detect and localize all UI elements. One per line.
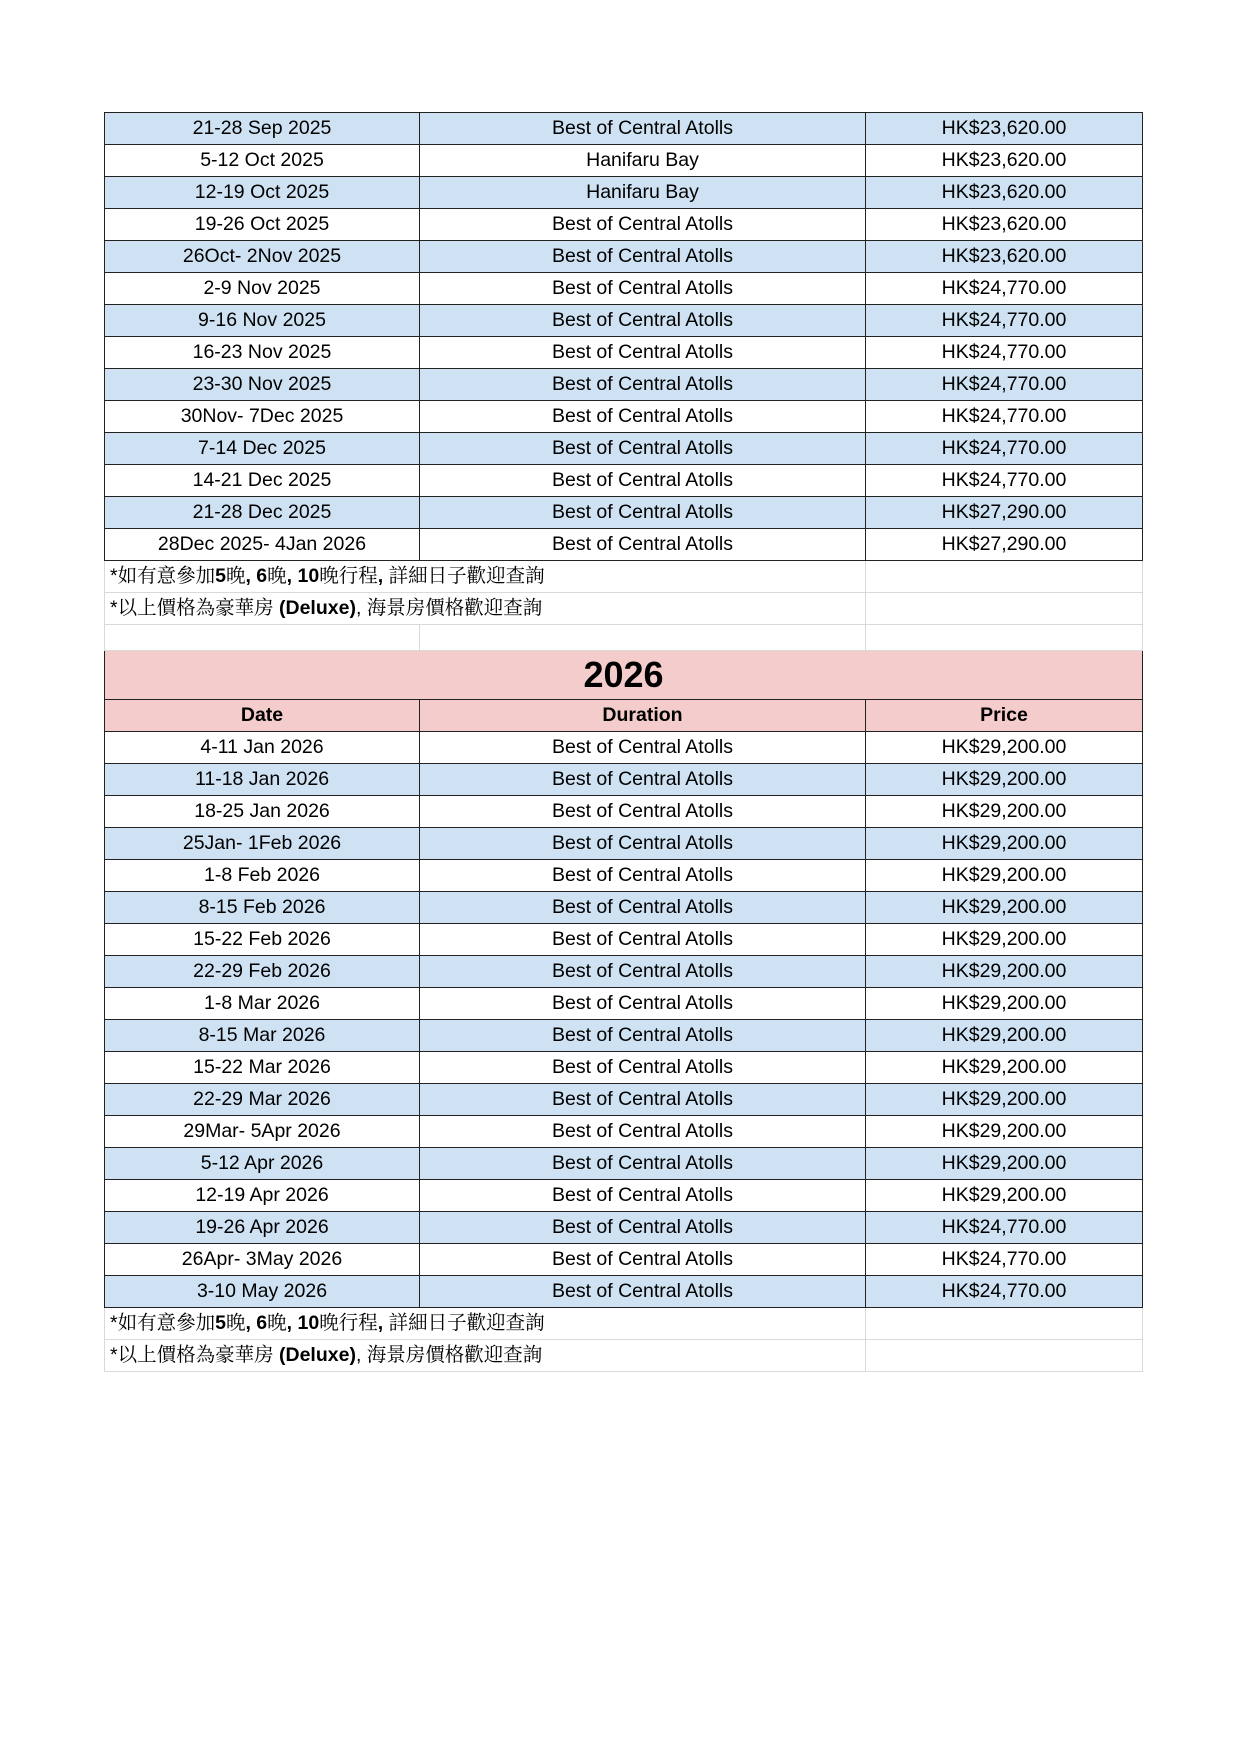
- year-row: [105, 651, 1143, 700]
- header-duration: Duration: [420, 700, 866, 732]
- duration-cell: Best of Central Atolls: [420, 1180, 866, 1212]
- price-cell: HK$24,770.00: [866, 465, 1143, 497]
- duration-cell: Best of Central Atolls: [420, 113, 866, 145]
- table-row: [105, 1148, 1143, 1180]
- price-cell: HK$29,200.00: [866, 988, 1143, 1020]
- table-row: [105, 465, 1143, 497]
- duration-cell: Best of Central Atolls: [420, 337, 866, 369]
- duration-cell: Best of Central Atolls: [420, 1116, 866, 1148]
- date-cell: 22-29 Feb 2026: [105, 956, 420, 988]
- duration-cell: Best of Central Atolls: [420, 1084, 866, 1116]
- price-cell: HK$29,200.00: [866, 860, 1143, 892]
- date-cell: 28Dec 2025- 4Jan 2026: [105, 529, 420, 561]
- date-cell: 26Oct- 2Nov 2025: [105, 241, 420, 273]
- note-row-extra-nights: [105, 1308, 1143, 1340]
- date-cell: 15-22 Feb 2026: [105, 924, 420, 956]
- empty-cell: [866, 1308, 1143, 1340]
- duration-cell: Best of Central Atolls: [420, 828, 866, 860]
- table-row: [105, 1116, 1143, 1148]
- table-row: [105, 988, 1143, 1020]
- price-cell: HK$29,200.00: [866, 764, 1143, 796]
- price-cell: HK$29,200.00: [866, 924, 1143, 956]
- table-row: [105, 177, 1143, 209]
- column-header-row: [105, 700, 1143, 732]
- date-cell: 18-25 Jan 2026: [105, 796, 420, 828]
- date-cell: 12-19 Apr 2026: [105, 1180, 420, 1212]
- table-row: [105, 1212, 1143, 1244]
- duration-cell: Best of Central Atolls: [420, 1212, 866, 1244]
- table-row: [105, 369, 1143, 401]
- duration-cell: Best of Central Atolls: [420, 860, 866, 892]
- note-extra-nights: *如有意參加5晚, 6晚, 10晚行程, 詳細日子歡迎查詢: [105, 1308, 866, 1340]
- duration-cell: Best of Central Atolls: [420, 529, 866, 561]
- date-cell: 1-8 Mar 2026: [105, 988, 420, 1020]
- price-cell: HK$29,200.00: [866, 1180, 1143, 1212]
- table-row: [105, 828, 1143, 860]
- table-row: [105, 1180, 1143, 1212]
- empty-cell: [866, 593, 1143, 625]
- price-cell: HK$27,290.00: [866, 497, 1143, 529]
- note-extra-nights: *如有意參加5晚, 6晚, 10晚行程, 詳細日子歡迎查詢: [105, 561, 866, 593]
- note-row-extra-nights: [105, 561, 1143, 593]
- table-row: [105, 1244, 1143, 1276]
- date-cell: 1-8 Feb 2026: [105, 860, 420, 892]
- table-row: [105, 433, 1143, 465]
- price-cell: HK$29,200.00: [866, 956, 1143, 988]
- duration-cell: Best of Central Atolls: [420, 796, 866, 828]
- price-cell: HK$24,770.00: [866, 1244, 1143, 1276]
- price-cell: HK$29,200.00: [866, 828, 1143, 860]
- price-cell: HK$24,770.00: [866, 433, 1143, 465]
- date-cell: 21-28 Sep 2025: [105, 113, 420, 145]
- price-cell: HK$29,200.00: [866, 1052, 1143, 1084]
- duration-cell: Best of Central Atolls: [420, 1276, 866, 1308]
- date-cell: 21-28 Dec 2025: [105, 497, 420, 529]
- duration-cell: Best of Central Atolls: [420, 1052, 866, 1084]
- date-cell: 11-18 Jan 2026: [105, 764, 420, 796]
- date-cell: 5-12 Apr 2026: [105, 1148, 420, 1180]
- table-row: [105, 796, 1143, 828]
- date-cell: 9-16 Nov 2025: [105, 305, 420, 337]
- price-cell: HK$29,200.00: [866, 1020, 1143, 1052]
- date-cell: 8-15 Mar 2026: [105, 1020, 420, 1052]
- price-cell: HK$29,200.00: [866, 796, 1143, 828]
- date-cell: 3-10 May 2026: [105, 1276, 420, 1308]
- date-cell: 7-14 Dec 2025: [105, 433, 420, 465]
- price-cell: HK$24,770.00: [866, 305, 1143, 337]
- year-title: 2026: [105, 651, 1143, 700]
- duration-cell: Best of Central Atolls: [420, 924, 866, 956]
- duration-cell: Best of Central Atolls: [420, 892, 866, 924]
- duration-cell: Best of Central Atolls: [420, 241, 866, 273]
- date-cell: 8-15 Feb 2026: [105, 892, 420, 924]
- table-2026-body: [105, 732, 1143, 1308]
- notes-2025: [105, 561, 1143, 651]
- duration-cell: Hanifaru Bay: [420, 145, 866, 177]
- price-cell: HK$23,620.00: [866, 209, 1143, 241]
- date-cell: 26Apr- 3May 2026: [105, 1244, 420, 1276]
- date-cell: 4-11 Jan 2026: [105, 732, 420, 764]
- table-row: [105, 1020, 1143, 1052]
- header-date: Date: [105, 700, 420, 732]
- table-row: [105, 924, 1143, 956]
- table-row: [105, 305, 1143, 337]
- price-cell: HK$24,770.00: [866, 337, 1143, 369]
- table-row: [105, 764, 1143, 796]
- duration-cell: Best of Central Atolls: [420, 273, 866, 305]
- price-cell: HK$29,200.00: [866, 1084, 1143, 1116]
- duration-cell: Best of Central Atolls: [420, 764, 866, 796]
- price-cell: HK$24,770.00: [866, 369, 1143, 401]
- date-cell: 12-19 Oct 2025: [105, 177, 420, 209]
- duration-cell: Best of Central Atolls: [420, 433, 866, 465]
- duration-cell: Best of Central Atolls: [420, 1244, 866, 1276]
- price-cell: HK$29,200.00: [866, 892, 1143, 924]
- duration-cell: Hanifaru Bay: [420, 177, 866, 209]
- duration-cell: Best of Central Atolls: [420, 369, 866, 401]
- date-cell: 19-26 Apr 2026: [105, 1212, 420, 1244]
- table-row: [105, 529, 1143, 561]
- table-row: [105, 892, 1143, 924]
- price-table: [104, 112, 1143, 1372]
- price-cell: HK$23,620.00: [866, 113, 1143, 145]
- price-cell: HK$23,620.00: [866, 177, 1143, 209]
- table-row: [105, 1276, 1143, 1308]
- duration-cell: Best of Central Atolls: [420, 956, 866, 988]
- table-row: [105, 337, 1143, 369]
- price-sheet: [104, 112, 1142, 1372]
- duration-cell: Best of Central Atolls: [420, 401, 866, 433]
- section-2026-header: [105, 651, 1143, 732]
- table-row: [105, 401, 1143, 433]
- price-cell: HK$24,770.00: [866, 1212, 1143, 1244]
- duration-cell: Best of Central Atolls: [420, 465, 866, 497]
- empty-cell: [105, 625, 420, 651]
- table-2025-body: [105, 113, 1143, 561]
- price-cell: HK$27,290.00: [866, 529, 1143, 561]
- duration-cell: Best of Central Atolls: [420, 988, 866, 1020]
- table-row: [105, 273, 1143, 305]
- table-row: [105, 241, 1143, 273]
- price-cell: HK$29,200.00: [866, 1148, 1143, 1180]
- table-row: [105, 497, 1143, 529]
- date-cell: 15-22 Mar 2026: [105, 1052, 420, 1084]
- date-cell: 29Mar- 5Apr 2026: [105, 1116, 420, 1148]
- note-row-deluxe: [105, 1340, 1143, 1372]
- empty-cell: [866, 625, 1143, 651]
- date-cell: 30Nov- 7Dec 2025: [105, 401, 420, 433]
- table-row: [105, 860, 1143, 892]
- table-row: [105, 956, 1143, 988]
- date-cell: 5-12 Oct 2025: [105, 145, 420, 177]
- table-row: [105, 1052, 1143, 1084]
- table-row: [105, 113, 1143, 145]
- table-row: [105, 145, 1143, 177]
- duration-cell: Best of Central Atolls: [420, 1020, 866, 1052]
- table-row: [105, 732, 1143, 764]
- price-cell: HK$29,200.00: [866, 1116, 1143, 1148]
- note-deluxe: *以上價格為豪華房 (Deluxe), 海景房價格歡迎查詢: [105, 1340, 866, 1372]
- date-cell: 2-9 Nov 2025: [105, 273, 420, 305]
- empty-cell: [866, 561, 1143, 593]
- empty-cell: [420, 625, 866, 651]
- empty-cell: [866, 1340, 1143, 1372]
- date-cell: 22-29 Mar 2026: [105, 1084, 420, 1116]
- duration-cell: Best of Central Atolls: [420, 1148, 866, 1180]
- duration-cell: Best of Central Atolls: [420, 732, 866, 764]
- price-cell: HK$24,770.00: [866, 273, 1143, 305]
- table-row: [105, 209, 1143, 241]
- date-cell: 23-30 Nov 2025: [105, 369, 420, 401]
- price-cell: HK$24,770.00: [866, 401, 1143, 433]
- notes-2026: [105, 1308, 1143, 1372]
- price-cell: HK$29,200.00: [866, 732, 1143, 764]
- duration-cell: Best of Central Atolls: [420, 305, 866, 337]
- date-cell: 25Jan- 1Feb 2026: [105, 828, 420, 860]
- price-cell: HK$23,620.00: [866, 145, 1143, 177]
- price-cell: HK$24,770.00: [866, 1276, 1143, 1308]
- table-row: [105, 1084, 1143, 1116]
- date-cell: 19-26 Oct 2025: [105, 209, 420, 241]
- duration-cell: Best of Central Atolls: [420, 209, 866, 241]
- spacer-row: [105, 625, 1143, 651]
- note-deluxe: *以上價格為豪華房 (Deluxe), 海景房價格歡迎查詢: [105, 593, 866, 625]
- duration-cell: Best of Central Atolls: [420, 497, 866, 529]
- note-row-deluxe: [105, 593, 1143, 625]
- price-cell: HK$23,620.00: [866, 241, 1143, 273]
- date-cell: 16-23 Nov 2025: [105, 337, 420, 369]
- header-price: Price: [866, 700, 1143, 732]
- date-cell: 14-21 Dec 2025: [105, 465, 420, 497]
